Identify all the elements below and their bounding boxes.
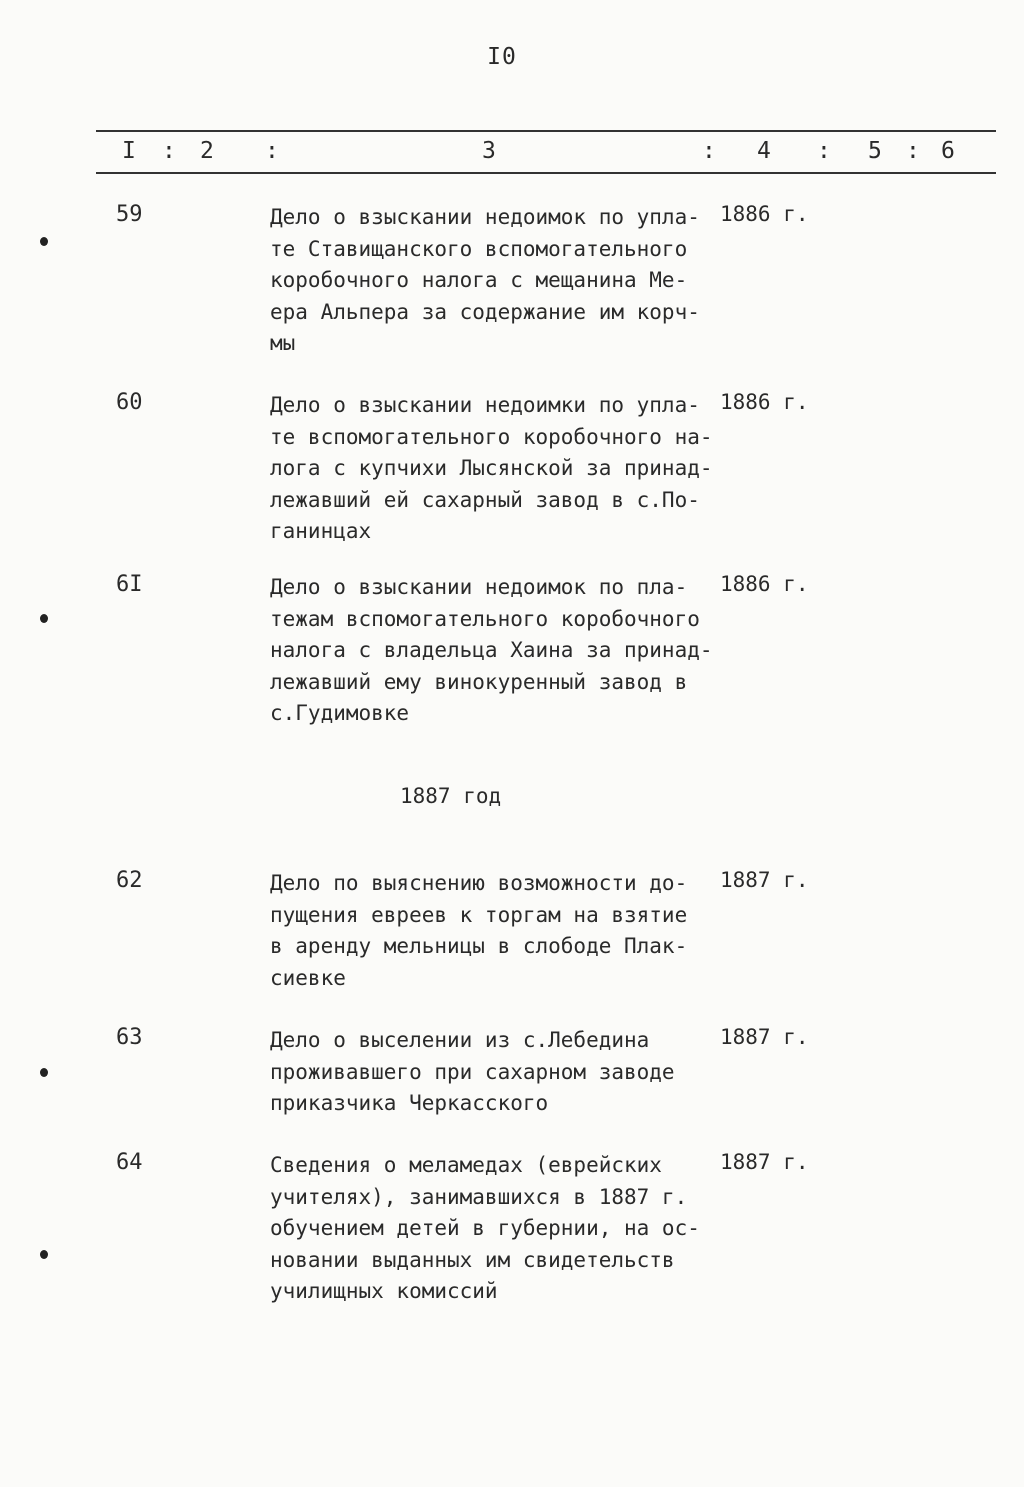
entry-line: Дело о взыскании недоимки по упла- <box>270 393 700 417</box>
entry-line: в аренду мельницы в слободе Плак- <box>270 934 688 958</box>
column-separator: : <box>817 138 831 164</box>
column-header-4: 4 <box>757 138 771 164</box>
entry-number: 63 <box>116 1025 143 1050</box>
entry-line: сиевке <box>270 965 346 990</box>
entry-line: новании выданных им свидетельств <box>270 1247 675 1272</box>
column-header-1: I <box>122 138 136 164</box>
column-header-2: 2 <box>200 138 214 164</box>
entry-description <box>270 1025 715 1120</box>
entry-line: коробочного налога с мещанина Ме- <box>270 268 688 292</box>
entry-line: те вспомогательного коробочного на- <box>270 424 713 449</box>
entry-line: Дело по выяснению возможности до- <box>270 871 688 895</box>
entry-line: приказчика Черкасского <box>270 1091 549 1115</box>
entry-description <box>270 390 715 548</box>
entry-date: 1886 г. <box>720 390 809 414</box>
entry-line: обучением детей в губернии, на ос- <box>270 1216 700 1240</box>
page-number: I0 <box>487 44 517 70</box>
entry-line: Дело о взыскании недоимок по упла- <box>270 205 700 229</box>
header-rule-top <box>96 130 996 132</box>
entry-line: лежавший ей сахарный завод в с.По- <box>270 487 700 512</box>
entry-line: пущения евреев к торгам на взятие <box>270 902 688 927</box>
column-separator: : <box>702 138 716 164</box>
header-rule-bottom <box>96 172 996 174</box>
entry-number: 62 <box>116 868 143 893</box>
entry-line: Дело о взыскании недоимок по пла- <box>270 575 688 599</box>
entry-number: 6I <box>116 572 143 597</box>
entry-line: те Ставищанского вспомогательного <box>270 236 688 261</box>
entry-date: 1887 г. <box>720 868 809 892</box>
binding-hole-mark <box>40 1068 48 1077</box>
entry-line: ганинцах <box>270 519 372 543</box>
column-header-3: 3 <box>482 138 496 164</box>
entry-line: проживавшего при сахарном заводе <box>270 1059 675 1084</box>
entry-description <box>270 572 715 730</box>
binding-hole-mark <box>40 614 48 623</box>
entry-number: 59 <box>116 202 143 227</box>
entry-date: 1886 г. <box>720 202 809 226</box>
binding-hole-mark <box>40 1250 48 1259</box>
entry-date: 1887 г. <box>720 1150 809 1174</box>
entry-line: лога с купчихи Лысянской за принад- <box>270 456 713 480</box>
binding-hole-mark <box>40 237 48 246</box>
entry-date: 1887 г. <box>720 1025 809 1049</box>
column-separator: : <box>906 138 920 164</box>
column-header-5: 5 <box>868 138 882 164</box>
entry-line: налога с владельца Хаина за принад- <box>270 638 713 662</box>
entry-line: Дело о выселении из с.Лебедина <box>270 1028 650 1052</box>
entry-description <box>270 868 715 994</box>
entry-line: лежавший ему винокуренный завод в <box>270 669 688 694</box>
section-title: 1887 год <box>400 784 502 808</box>
entry-description <box>270 1150 715 1308</box>
column-separator: : <box>265 138 279 164</box>
column-separator: : <box>162 138 176 164</box>
column-header-6: 6 <box>941 138 955 164</box>
entry-number: 60 <box>116 390 143 415</box>
entry-line: училищных комиссий <box>270 1279 498 1303</box>
entry-line: тежам вспомогательного коробочного <box>270 606 700 631</box>
entry-description <box>270 202 715 360</box>
entry-line: учителях), занимавшихся в 1887 г. <box>270 1184 688 1209</box>
entry-date: 1886 г. <box>720 572 809 596</box>
entry-line: с.Гудимовке <box>270 701 410 725</box>
entry-number: 64 <box>116 1150 143 1175</box>
entry-line: Сведения о меламедах (еврейских <box>270 1153 662 1177</box>
entry-line: ера Альпера за содержание им корч- <box>270 299 700 324</box>
entry-line: мы <box>270 331 296 355</box>
